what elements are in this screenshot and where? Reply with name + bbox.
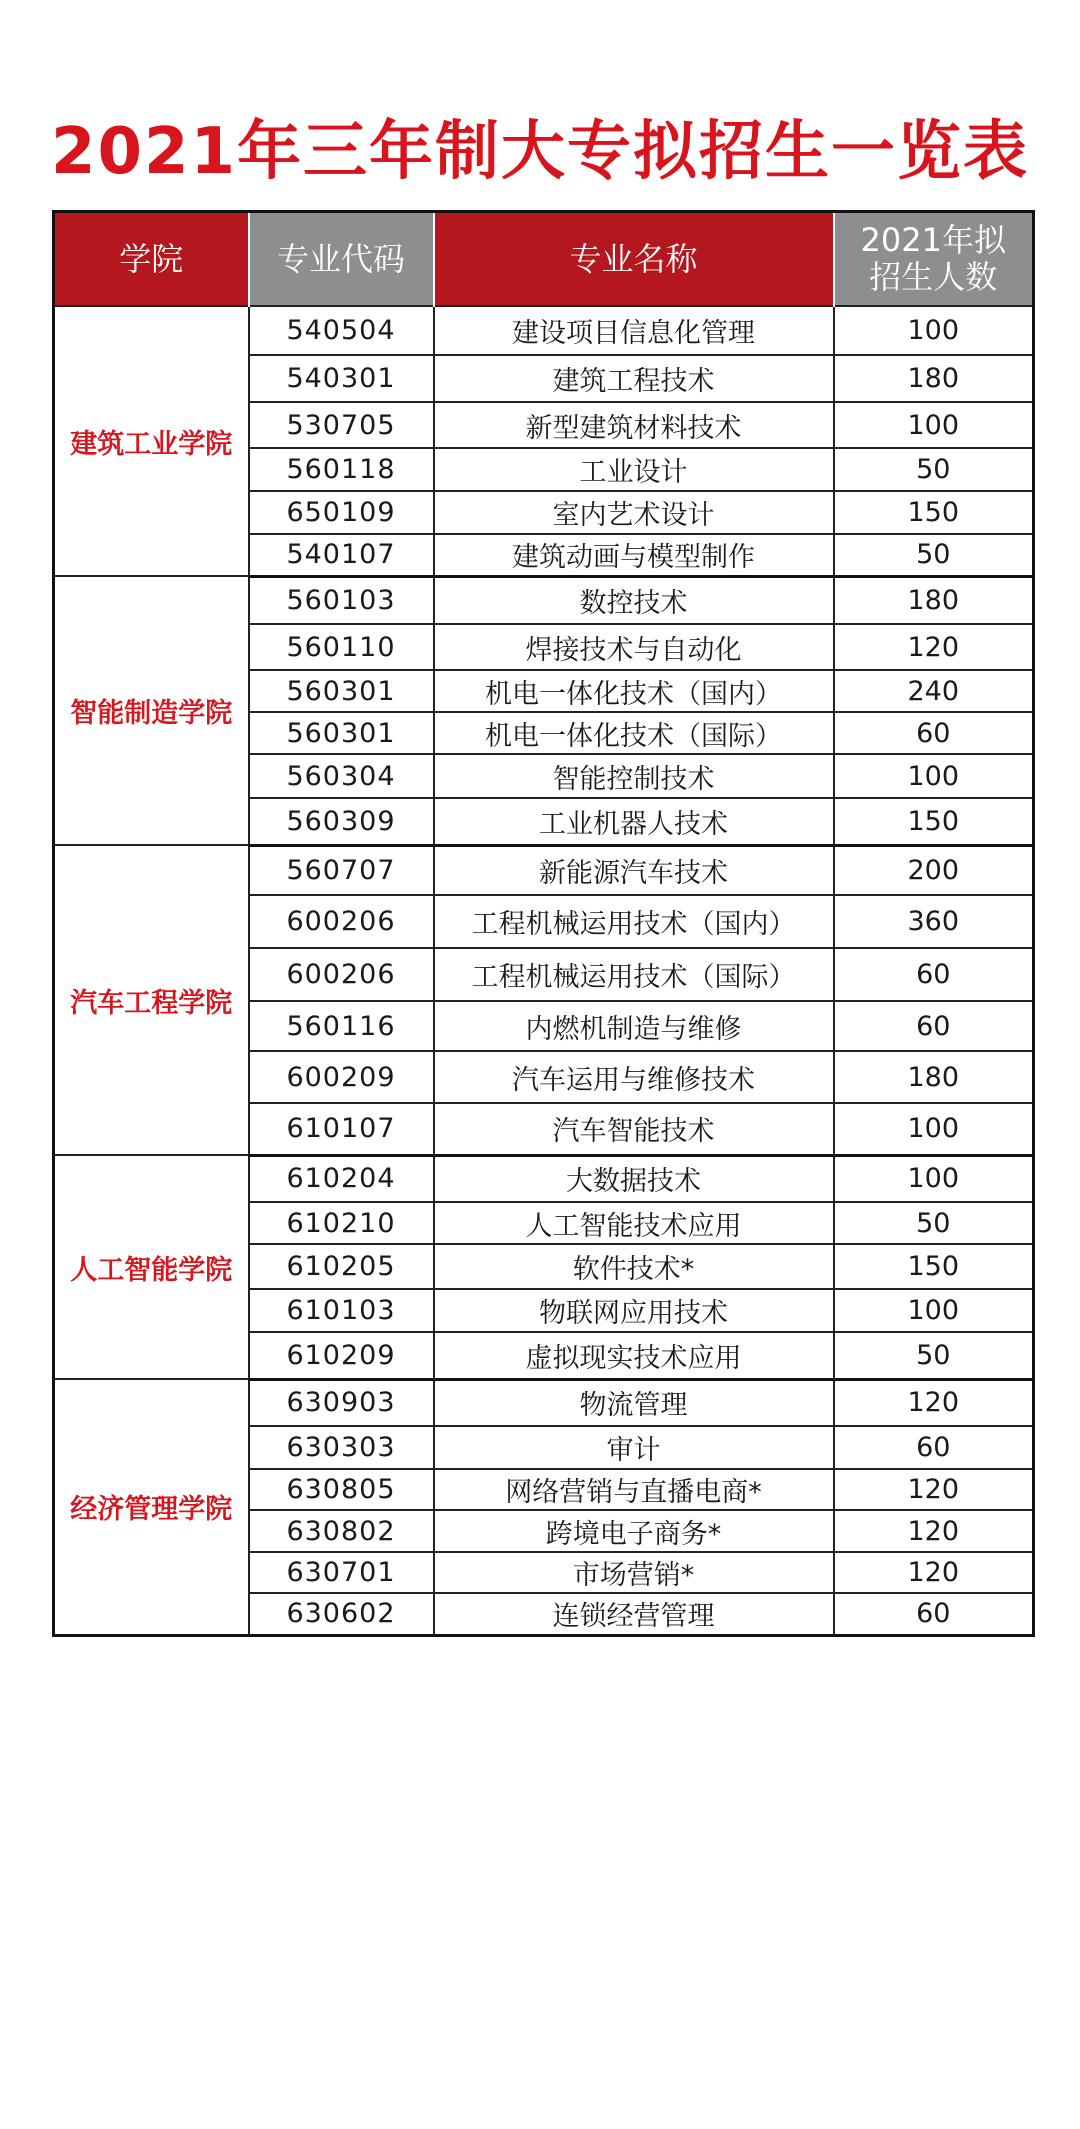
major-name: 数控技术 [434,576,834,624]
header-count-line1: 2021年拟 [860,221,1006,260]
college-group [54,576,1034,845]
college-group [54,1379,1034,1635]
enrollment-count: 50 [834,1202,1034,1244]
major-code: 540107 [249,534,434,576]
enrollment-count: 100 [834,1289,1034,1332]
major-name: 物联网应用技术 [434,1289,834,1332]
major-code: 560103 [249,576,434,624]
major-name: 大数据技术 [434,1155,834,1202]
enrollment-count: 240 [834,670,1034,712]
major-code: 600206 [249,948,434,1001]
table-row [54,845,1034,895]
college-group [54,306,1034,576]
header-major: 专业名称 [434,212,834,307]
major-code: 560116 [249,1001,434,1051]
major-name: 市场营销* [434,1552,834,1593]
major-code: 560301 [249,670,434,712]
enrollment-count: 100 [834,402,1034,448]
table-row [54,576,1034,624]
enrollment-count: 60 [834,1001,1034,1051]
header-count-line2: 招生人数 [869,258,998,296]
major-code: 560118 [249,448,434,491]
major-code: 610210 [249,1202,434,1244]
major-code: 610204 [249,1155,434,1202]
enrollment-count: 120 [834,1552,1034,1593]
major-name: 审计 [434,1426,834,1469]
college-name: 智能制造学院 [54,576,249,845]
major-name: 建筑动画与模型制作 [434,534,834,576]
major-name: 建设项目信息化管理 [434,306,834,355]
major-name: 汽车智能技术 [434,1103,834,1155]
enrollment-count: 120 [834,1469,1034,1510]
enrollment-count: 120 [834,624,1034,670]
major-name: 跨境电子商务* [434,1510,834,1552]
major-code: 630303 [249,1426,434,1469]
major-code: 630805 [249,1469,434,1510]
major-code: 600206 [249,895,434,948]
table-row [54,1379,1034,1426]
major-code: 530705 [249,402,434,448]
major-code: 560707 [249,845,434,895]
major-name: 工业机器人技术 [434,798,834,845]
college-name: 人工智能学院 [54,1155,249,1379]
enrollment-count: 60 [834,1426,1034,1469]
page-title: 2021年三年制大专拟招生一览表 [50,115,1030,189]
enrollment-count: 60 [834,712,1034,754]
major-name: 连锁经营管理 [434,1593,834,1635]
major-code: 630602 [249,1593,434,1635]
enrollment-count: 50 [834,448,1034,491]
enrollment-count: 50 [834,1332,1034,1379]
college-name: 建筑工业学院 [54,306,249,576]
major-name: 软件技术* [434,1244,834,1289]
enrollment-count: 100 [834,1155,1034,1202]
major-code: 630802 [249,1510,434,1552]
major-code: 610107 [249,1103,434,1155]
enrollment-count: 150 [834,491,1034,534]
table-header [54,212,1034,307]
major-name: 工业设计 [434,448,834,491]
table-row [54,1155,1034,1202]
college-group [54,845,1034,1155]
enrollment-count: 200 [834,845,1034,895]
enrollment-count: 180 [834,355,1034,402]
major-name: 建筑工程技术 [434,355,834,402]
enrollment-count: 100 [834,754,1034,798]
major-code: 650109 [249,491,434,534]
major-name: 智能控制技术 [434,754,834,798]
major-code: 560301 [249,712,434,754]
header-count [834,212,1034,307]
enrollment-count: 50 [834,534,1034,576]
major-name: 物流管理 [434,1379,834,1426]
enrollment-count: 60 [834,948,1034,1001]
major-name: 机电一体化技术（国际） [434,712,834,754]
major-code: 540504 [249,306,434,355]
enrollment-table [52,210,1035,1637]
major-name: 内燃机制造与维修 [434,1001,834,1051]
enrollment-count: 60 [834,1593,1034,1635]
major-code: 630903 [249,1379,434,1426]
college-name: 经济管理学院 [54,1379,249,1635]
enrollment-count: 150 [834,1244,1034,1289]
major-code: 540301 [249,355,434,402]
enrollment-count: 150 [834,798,1034,845]
table-row [54,306,1034,355]
major-code: 560110 [249,624,434,670]
header-row [54,212,1034,307]
major-name: 人工智能技术应用 [434,1202,834,1244]
enrollment-count: 120 [834,1510,1034,1552]
header-code: 专业代码 [249,212,434,307]
header-college: 学院 [54,212,249,307]
major-name: 虚拟现实技术应用 [434,1332,834,1379]
enrollment-count: 180 [834,576,1034,624]
college-name: 汽车工程学院 [54,845,249,1155]
major-code: 600209 [249,1051,434,1103]
major-name: 室内艺术设计 [434,491,834,534]
major-name: 工程机械运用技术（国际） [434,948,834,1001]
enrollment-count: 100 [834,306,1034,355]
major-code: 610205 [249,1244,434,1289]
major-name: 新能源汽车技术 [434,845,834,895]
major-name: 网络营销与直播电商* [434,1469,834,1510]
major-name: 汽车运用与维修技术 [434,1051,834,1103]
major-name: 焊接技术与自动化 [434,624,834,670]
major-code: 630701 [249,1552,434,1593]
major-name: 工程机械运用技术（国内） [434,895,834,948]
college-group [54,1155,1034,1379]
enrollment-count: 120 [834,1379,1034,1426]
major-code: 610209 [249,1332,434,1379]
enrollment-count: 100 [834,1103,1034,1155]
major-code: 560309 [249,798,434,845]
major-code: 610103 [249,1289,434,1332]
enrollment-count: 360 [834,895,1034,948]
enrollment-count: 180 [834,1051,1034,1103]
major-code: 560304 [249,754,434,798]
major-name: 机电一体化技术（国内） [434,670,834,712]
major-name: 新型建筑材料技术 [434,402,834,448]
